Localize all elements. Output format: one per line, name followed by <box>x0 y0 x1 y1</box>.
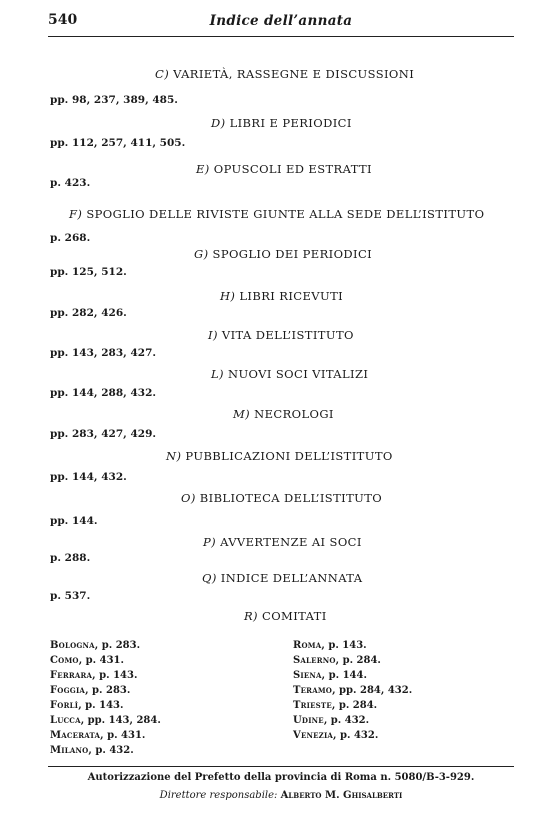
director-role: Direttore responsabile: <box>159 790 278 801</box>
section-pages: p. 423. <box>50 177 91 189</box>
comitati-right-column <box>293 638 412 743</box>
section-title: Q) INDICE DELL’ANNATA <box>202 571 363 585</box>
list-item: Teramo, pp. 284, 432. <box>293 685 413 696</box>
running-title: Indice dell’annata <box>209 13 353 29</box>
list-item: Bologna, p. 283. <box>50 640 141 651</box>
authorization-line: Autorizzazione del Prefetto della provincia di Roma n. 5080/B-3-929. <box>87 772 475 783</box>
section-title: E) OPUSCOLI ED ESTRATTI <box>196 162 372 176</box>
section-title: M) NECROLOGI <box>233 407 334 421</box>
footer-rule <box>48 766 514 767</box>
list-item: Venezia, p. 432. <box>293 730 379 741</box>
section-pages: pp. 144, 288, 432. <box>50 387 157 399</box>
director-name: Alberto M. Ghisalberti <box>280 790 403 801</box>
section-title: P) AVVERTENZE AI SOCI <box>203 535 362 549</box>
list-item: Trieste, p. 284. <box>293 700 378 711</box>
section-pages: pp. 125, 512. <box>50 266 127 278</box>
list-item: Milano, p. 432. <box>50 745 134 756</box>
list-item: Como, p. 431. <box>50 655 124 666</box>
list-item: Udine, p. 432. <box>293 715 370 726</box>
section-pages: pp. 98, 237, 389, 485. <box>50 94 178 106</box>
list-item: Salerno, p. 284. <box>293 655 381 666</box>
section-title: N) PUBBLICAZIONI DELL’ISTITUTO <box>166 449 393 463</box>
list-item: Lucca, pp. 143, 284. <box>50 715 161 726</box>
list-item: Siena, p. 144. <box>293 670 367 681</box>
section-pages: pp. 144. <box>50 515 98 527</box>
section-title: O) BIBLIOTECA DELL’ISTITUTO <box>181 491 383 505</box>
list-item: Forlì, p. 143. <box>50 700 124 711</box>
section-pages: p. 268. <box>50 232 91 244</box>
section-pages: pp. 112, 257, 411, 505. <box>50 137 186 149</box>
section-title: C) VARIETÀ, RASSEGNE E DISCUSSIONI <box>155 67 415 81</box>
list-item: Roma, p. 143. <box>293 640 367 651</box>
header-rule <box>48 36 514 37</box>
section-title: D) LIBRI E PERIODICI <box>211 116 352 130</box>
section-title: G) SPOGLIO DEI PERIODICI <box>194 247 373 261</box>
comitati-left-column <box>50 638 161 758</box>
section-title: I) VITA DELL’ISTITUTO <box>208 328 354 342</box>
list-item: Ferrara, p. 143. <box>50 670 138 681</box>
list-item: Foggia, p. 283. <box>50 685 131 696</box>
section-pages: pp. 282, 426. <box>50 307 127 319</box>
section-title: L) NUOVI SOCI VITALIZI <box>211 367 369 381</box>
section-title: R) COMITATI <box>244 609 327 623</box>
director-line <box>48 790 514 801</box>
page-header <box>48 12 514 34</box>
section-pages: pp. 144, 432. <box>50 471 127 483</box>
list-item: Macerata, p. 431. <box>50 730 146 741</box>
section-title: H) LIBRI RICEVUTI <box>220 289 344 303</box>
section-pages: p. 288. <box>50 552 91 564</box>
section-pages: pp. 143, 283, 427. <box>50 347 157 359</box>
page-number: 540 <box>48 12 78 28</box>
section-pages: p. 537. <box>50 590 91 602</box>
section-pages: pp. 283, 427, 429. <box>50 428 157 440</box>
section-title: F) SPOGLIO DELLE RIVISTE GIUNTE ALLA SEDE DELL’ISTITUTO <box>69 207 485 221</box>
